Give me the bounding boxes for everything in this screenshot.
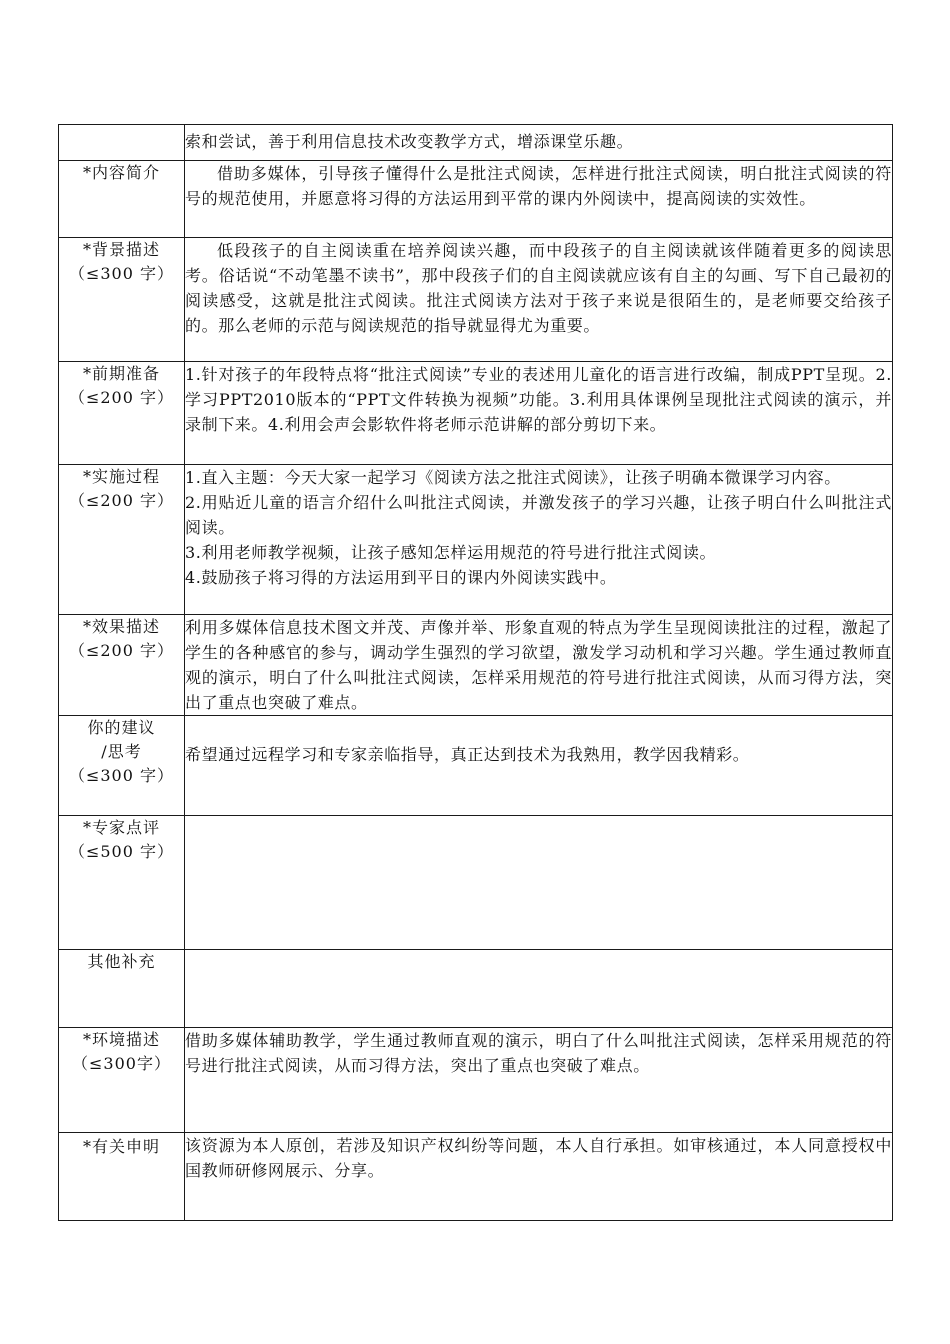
implementation-cell xyxy=(185,465,893,615)
table-row-implementation xyxy=(59,465,893,615)
environment-cell xyxy=(185,1028,893,1133)
environment-label: *环境描述 （≤300字） xyxy=(59,1028,185,1133)
declaration-cell xyxy=(185,1133,893,1221)
preparation-text: 1.针对孩子的年段特点将“批注式阅读”专业的表述用儿童化的语言进行改编，制成PPT呈现。2.学习PPT2010版本的“PPT文件转换为视频”功能。3.利用具体课例呈现批注式阅读的演示，并录制下来。4.利用会声会影软件将老师示范讲解的部分剪切下来。 xyxy=(185,365,892,434)
implementation-step-1: 1.直入主题：今天大家一起学习《阅读方法之批注式阅读》，让孩子明确本微课学习内容。 xyxy=(185,468,841,487)
effect-label: *效果描述 （≤200 字） xyxy=(59,615,185,716)
effect-text: 利用多媒体信息技术图文并茂、声像并举、形象直观的特点为学生呈现阅读批注的过程，激起了学生的各种感官的参与，调动学生强烈的学习欲望，激发学习动机和学习兴趣。学生通过教师直观的演示，明白了什么叫批注式阅读，怎样采用规范的符号进行批注式阅读，从而习得方法，突出了重点也突破了难点。 xyxy=(185,618,892,712)
environment-text: 借助多媒体辅助教学，学生通过教师直观的演示，明白了什么叫批注式阅读，怎样采用规范的符号进行批注式阅读，从而习得方法，突出了重点也突破了难点。 xyxy=(185,1031,892,1075)
expert-review-label: *专家点评 （≤500 字） xyxy=(59,816,185,950)
table-row-content-summary xyxy=(59,161,893,238)
background-text: 低段孩子的自主阅读重在培养阅读兴趣，而中段孩子的自主阅读就该伴随着更多的阅读思考。俗话说“不动笔墨不读书”，那中段孩子们的自主阅读就应该有自主的勾画、写下自己最初的阅读感受，这就是批注式阅读。批注式阅读方法对于孩子来说是很陌生的，是老师要交给孩子的。那么老师的示范与阅读规范的指导就显得尤为重要。 xyxy=(185,241,892,335)
declaration-label: *有关申明 xyxy=(59,1133,185,1221)
suggestion-text: 希望通过远程学习和专家亲临指导，真正达到技术为我熟用，教学因我精彩。 xyxy=(185,745,750,764)
continuation-text-cell xyxy=(185,125,893,161)
table-row-environment xyxy=(59,1028,893,1133)
other-cell xyxy=(185,950,893,1028)
other-label: 其他补充 xyxy=(59,950,185,1028)
table-row-background xyxy=(59,238,893,362)
table-row-continuation xyxy=(59,125,893,161)
table-row-preparation xyxy=(59,362,893,465)
suggestion-label: 你的建议 /思考 （≤300 字） xyxy=(59,716,185,816)
implementation-step-3: 3.利用老师教学视频，让孩子感知怎样运用规范的符号进行批注式阅读。 xyxy=(185,543,717,562)
table-row-declaration xyxy=(59,1133,893,1221)
continuation-text: 索和尝试，善于利用信息技术改变教学方式，增添课堂乐趣。 xyxy=(185,132,634,151)
microcourse-form-table xyxy=(58,124,893,1221)
background-cell xyxy=(185,238,893,362)
implementation-step-4: 4.鼓励孩子将习得的方法运用到平日的课内外阅读实践中。 xyxy=(185,568,617,587)
suggestion-cell xyxy=(185,716,893,816)
content-summary-label: *内容简介 xyxy=(59,161,185,238)
content-summary-cell xyxy=(185,161,893,238)
preparation-label: *前期准备 （≤200 字） xyxy=(59,362,185,465)
table-row-expert-review xyxy=(59,816,893,950)
table-row-suggestion xyxy=(59,716,893,816)
implementation-label: *实施过程 （≤200 字） xyxy=(59,465,185,615)
row-label-empty xyxy=(59,125,185,161)
implementation-step-2: 2.用贴近儿童的语言介绍什么叫批注式阅读，并激发孩子的学习兴趣，让孩子明白什么叫批注式阅读。 xyxy=(185,493,892,537)
background-label: *背景描述 （≤300 字） xyxy=(59,238,185,362)
effect-cell xyxy=(185,615,893,716)
table-row-effect xyxy=(59,615,893,716)
content-summary-text: 借助多媒体，引导孩子懂得什么是批注式阅读，怎样进行批注式阅读，明白批注式阅读的符号的规范使用，并愿意将习得的方法运用到平常的课内外阅读中，提高阅读的实效性。 xyxy=(185,164,892,208)
expert-review-cell xyxy=(185,816,893,950)
preparation-cell xyxy=(185,362,893,465)
table-row-other xyxy=(59,950,893,1028)
declaration-text: 该资源为本人原创，若涉及知识产权纠纷等问题，本人自行承担。如审核通过，本人同意授权中国教师研修网展示、分享。 xyxy=(185,1136,892,1180)
